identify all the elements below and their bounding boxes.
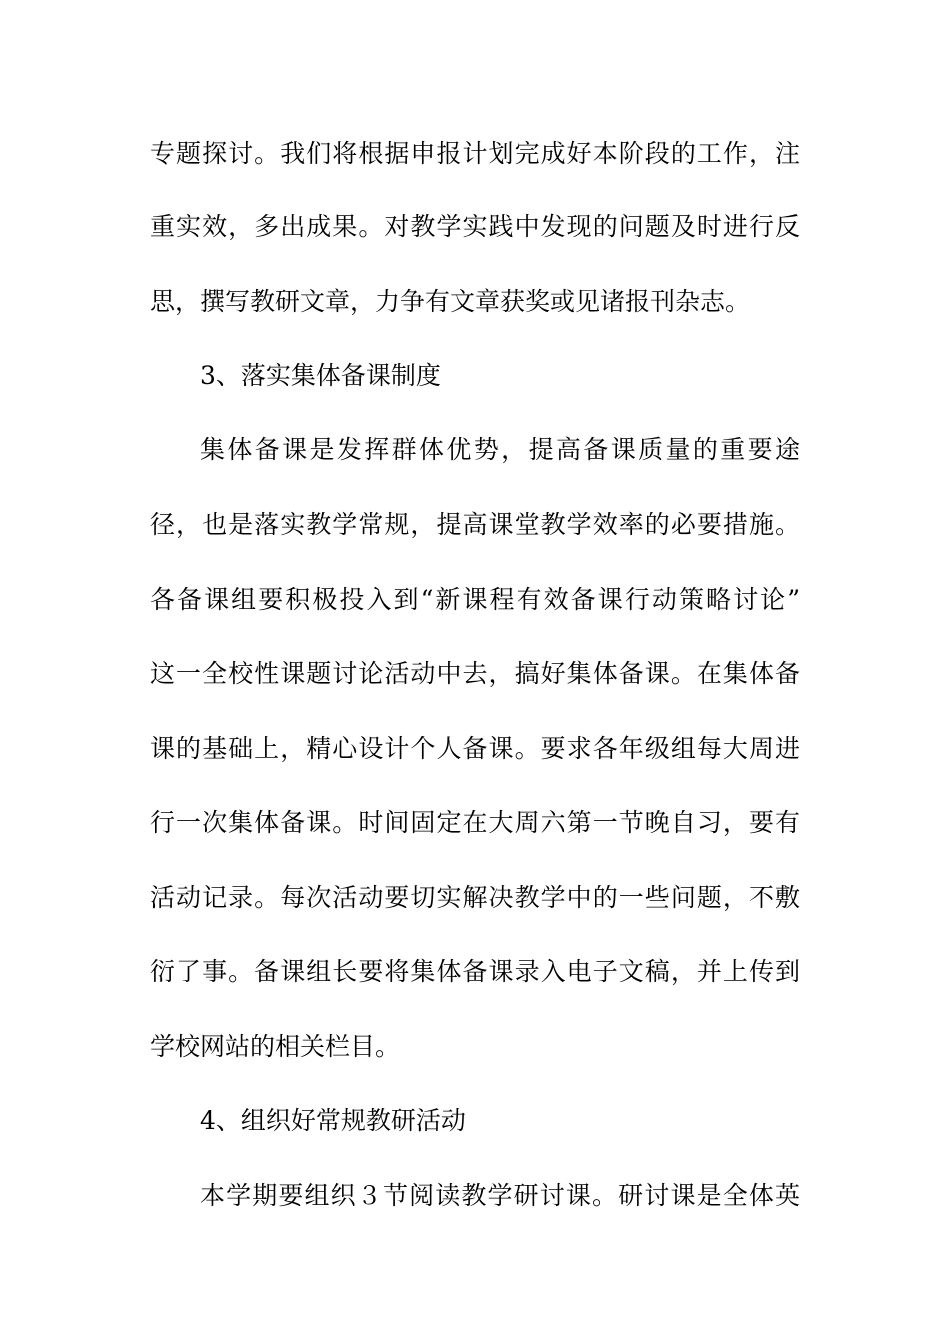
paragraph-line: 这一全校性课题讨论活动中去，搞好集体备课。在集体备: [150, 659, 800, 688]
paragraph-line: 重实效，多出成果。对教学实践中发现的问题及时进行反: [150, 212, 800, 241]
paragraph-line: 思，撰写教研文章，力争有文章获奖或见诸报刊杂志。: [150, 287, 751, 316]
paragraph-line: 本学期要组织３节阅读教学研讨课。研讨课是全体英: [200, 1181, 800, 1210]
paragraph-line: 专题探讨。我们将根据申报计划完成好本阶段的工作，注: [150, 139, 800, 168]
paragraph-line: 衍了事。备课组长要将集体备课录入电子文稿，并上传到: [150, 957, 800, 986]
section-heading: 3、落实集体备课制度: [200, 361, 441, 390]
section-heading: 4、组织好常规教研活动: [200, 1106, 466, 1135]
paragraph-line: 活动记录。每次活动要切实解决教学中的一些问题，不敷: [150, 883, 800, 912]
paragraph-line: 课的基础上，精心设计个人备课。要求各年级组每大周进: [150, 734, 800, 763]
paragraph-line: 各备课组要积极投入到“新课程有效备课行动策略讨论”: [150, 585, 800, 614]
paragraph-line: 学校网站的相关栏目。: [150, 1032, 401, 1061]
paragraph-line: 径，也是落实教学常规，提高课堂教学效率的必要措施。: [150, 510, 800, 539]
paragraph-line: 集体备课是发挥群体优势，提高备课质量的重要途: [200, 435, 800, 464]
paragraph-line: 行一次集体备课。时间固定在大周六第一节晚自习，要有: [150, 808, 800, 837]
